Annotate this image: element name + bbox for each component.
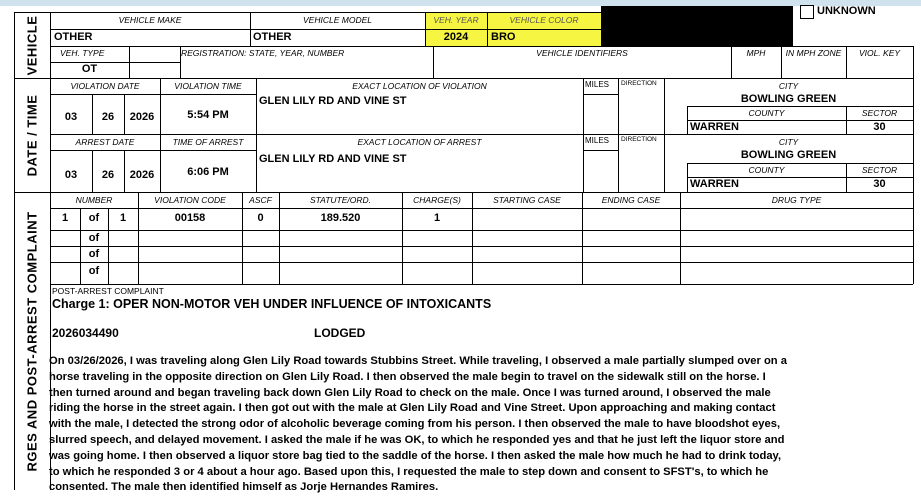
arrest-location-label: EXACT LOCATION OF ARREST — [357, 137, 482, 147]
charges-header-violation-code: VIOLATION CODE — [154, 195, 226, 205]
charges-header-starting-case: STARTING CASE — [493, 195, 561, 205]
narrative-line: riding the horse in the street again. I then got out with the male at Glen Lily Road and Vine Street. Upon approaching and making contact — [49, 402, 776, 415]
charge-violation-code: 00158 — [174, 212, 206, 224]
vehicle-make-value: OTHER — [54, 31, 93, 43]
section-label-vehicle: VEHICLE — [24, 15, 40, 75]
viol-key-label: VIOL. KEY — [858, 48, 901, 58]
charges-header-ending-case: ENDING CASE — [601, 195, 661, 205]
arrest-day: 26 — [101, 169, 115, 181]
charge-total: 1 — [119, 212, 127, 224]
section-label-charges: RGES AND POST-ARREST COMPLAINT — [24, 210, 40, 472]
narrative-line: consented. The male then identified himself as Jorje Hernandes Ramires. — [49, 481, 439, 494]
vehicle-type-label: VEH. TYPE — [60, 48, 105, 58]
vehicle-color-value: BRO — [491, 31, 516, 43]
violation-year: 2026 — [129, 111, 155, 123]
unknown-label: UNKNOWN — [817, 5, 876, 17]
case-status: LODGED — [314, 326, 366, 340]
violation-city: BOWLING GREEN — [740, 93, 837, 105]
arrest-month: 03 — [64, 169, 78, 181]
vehicle-color-label: VEHICLE COLOR — [509, 15, 579, 25]
unknown-checkbox[interactable] — [800, 5, 814, 19]
post-arrest-complaint-label: POST-ARREST COMPLAINT — [52, 286, 164, 296]
section-label-datetime: DATE / TIME — [24, 94, 40, 176]
arrest-city-label: CITY — [778, 137, 799, 147]
vehicle-make-label: VEHICLE MAKE — [118, 15, 182, 25]
violation-city-label: CITY — [778, 81, 799, 91]
vehicle-model-value: OTHER — [253, 31, 292, 43]
vehicle-year-value: 2024 — [443, 31, 469, 43]
vehicle-type-value: OT — [81, 63, 98, 75]
charges-header-charges: CHARGE(S) — [413, 195, 461, 205]
violation-direction-label: DIRECTION — [621, 80, 657, 87]
violation-location-label: EXACT LOCATION OF VIOLATION — [352, 81, 487, 91]
mph-label: MPH — [746, 48, 766, 58]
arrest-time: 6:06 PM — [187, 166, 229, 178]
narrative-line: was going home. I then observed a liquor store bag tied to the saddle of the horse. I then asked the male how much he had to drink today, — [49, 449, 782, 462]
violation-day: 26 — [101, 111, 115, 123]
arrest-year: 2026 — [129, 169, 155, 181]
vehicle-year-label: VEH. YEAR — [433, 15, 479, 25]
registration-label: REGISTRATION: STATE, YEAR, NUMBER — [181, 48, 345, 58]
charges-header-drug-type: DRUG TYPE — [771, 195, 822, 205]
charge-statute: 189.520 — [320, 212, 361, 224]
violation-time-label: VIOLATION TIME — [174, 81, 242, 91]
vehicle-identifiers-label: VEHICLE IDENTIFIERS — [536, 48, 628, 58]
charge-line: Charge 1: OPER NON-MOTOR VEH UNDER INFLUENCE OF INTOXICANTS — [52, 297, 492, 311]
narrative-line: horse traveling in the opposite direction on Glen Lily Road. I then observed the male begin to travel on the sidewalk still on the horse. I — [49, 370, 766, 383]
charge-of: of — [88, 265, 100, 277]
arrest-sector-label: SECTOR — [861, 165, 898, 175]
charge-number: 1 — [61, 212, 69, 224]
arrest-location: GLEN LILY RD AND VINE ST — [259, 153, 407, 165]
arrest-city: BOWLING GREEN — [740, 149, 837, 161]
charge-of: of — [88, 212, 100, 224]
charges-header-ascf: ASCF — [249, 195, 272, 205]
arrest-direction-label: DIRECTION — [621, 136, 657, 143]
complaint-narrative — [49, 354, 915, 496]
mph-zone-label: IN MPH ZONE — [785, 48, 842, 58]
vehicle-model-label: VEHICLE MODEL — [303, 15, 372, 25]
violation-month: 03 — [64, 111, 78, 123]
violation-sector-label: SECTOR — [861, 108, 898, 118]
arrest-time-label: TIME OF ARREST — [172, 137, 244, 147]
charges-header-statute: STATUTE/ORD. — [309, 195, 372, 205]
violation-county: WARREN — [690, 121, 739, 133]
redacted-block — [601, 6, 793, 46]
narrative-line: On 03/26/2026, I was traveling along Glen Lily Road towards Stubbins Street. While traveling, I observed a male partially slumped over on a — [49, 355, 787, 367]
arrest-county-label: COUNTY — [748, 165, 785, 175]
narrative-line: then turned around and began traveling back down Glen Lily Road to check on the male. Once I was turned around, I observed the male — [49, 386, 771, 399]
violation-miles-label: MILES — [585, 80, 610, 89]
violation-location: GLEN LILY RD AND VINE ST — [259, 95, 407, 107]
charges-header-number: NUMBER — [75, 195, 113, 205]
arrest-date-label: ARREST DATE — [75, 137, 135, 147]
arrest-county: WARREN — [690, 178, 739, 190]
charge-count: 1 — [433, 212, 441, 224]
arrest-sector: 30 — [873, 178, 886, 190]
charge-of: of — [88, 232, 100, 244]
violation-county-label: COUNTY — [748, 108, 785, 118]
violation-date-label: VIOLATION DATE — [70, 81, 140, 91]
narrative-line: to which he responded 3 or 4 about a hour ago. Based upon this, I requested the male to step down and consent to SFST's, to which he — [49, 465, 769, 478]
narrative-line: slurred speech, and delayed movement. I asked the male if he was OK, to which he responded yes and that he just left the liquor store and — [49, 433, 785, 446]
violation-sector: 30 — [873, 121, 886, 133]
charge-of: of — [88, 248, 100, 260]
charge-ascf: 0 — [257, 212, 264, 224]
arrest-miles-label: MILES — [585, 136, 610, 145]
narrative-line: with the male, I detected the strong odor of alcoholic beverage coming from his person. I then observed the male to have bloodshot eyes, — [49, 418, 781, 431]
violation-time: 5:54 PM — [187, 109, 229, 121]
case-number: 2026034490 — [52, 326, 119, 340]
